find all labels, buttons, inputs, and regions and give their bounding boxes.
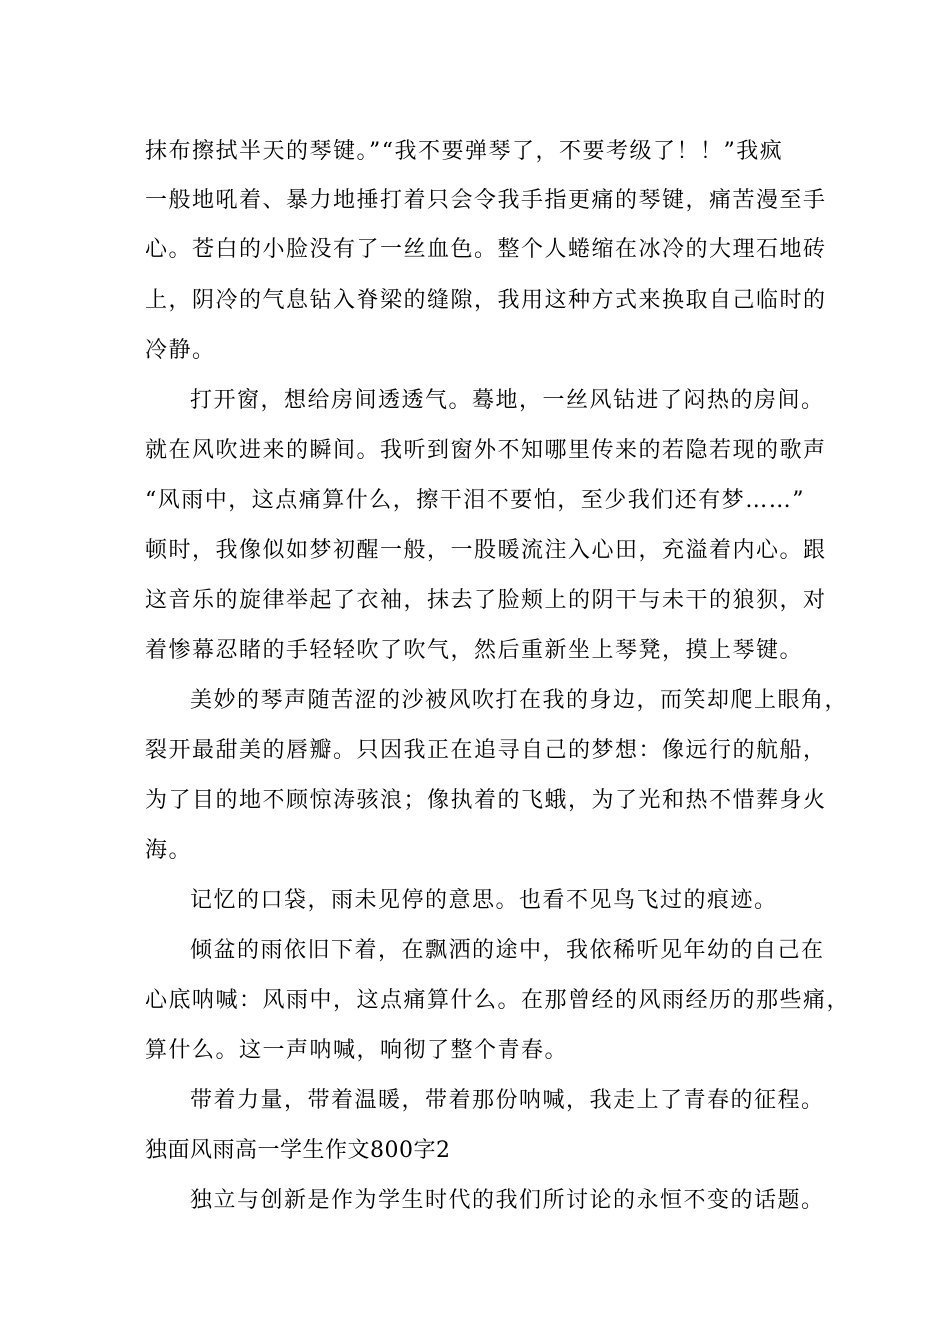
text-line: “风雨中，这点痛算什么，擦干泪不要怕，至少我们还有梦……” [145, 488, 805, 513]
paragraph-first-line: 美妙的琴声随苦涩的沙被风吹打在我的身边，而笑却爬上眼角， [190, 688, 849, 713]
text-line: 抹布擦拭半天的琴键。”“我不要弹琴了，不要考级了！！”我疯 [145, 139, 784, 164]
paragraph-first-line: 带着力量，带着温暖，带着那份呐喊，我走上了青春的征程。 [190, 1088, 825, 1113]
section-heading: 独面风雨高一学生作文800字2 [145, 1138, 451, 1163]
text-line: 心底呐喊：风雨中，这点痛算什么。在那曾经的风雨经历的那些痛， [145, 988, 851, 1013]
paragraph-first-line: 打开窗，想给房间透透气。蓦地，一丝风钻进了闷热的房间。 [190, 388, 825, 413]
text-line: 就在风吹进来的瞬间。我听到窗外不知哪里传来的若隐若现的歌声 [145, 438, 827, 463]
text-line: 一般地吼着、暴力地捶打着只会令我手指更痛的琴键，痛苦漫至手 [145, 188, 827, 213]
text-line: 着惨幕忍睹的手轻轻吹了吹气，然后重新坐上琴凳，摸上琴键。 [145, 638, 804, 663]
paragraph-first-line: 记忆的口袋，雨未见停的意思。也看不见鸟飞过的痕迹。 [190, 888, 778, 913]
text-line: 顿时，我像似如梦初醒一般，一股暖流注入心田，充溢着内心。跟 [145, 538, 827, 563]
paragraph-first-line: 倾盆的雨依旧下着，在飘洒的途中，我依稀听见年幼的自己在 [190, 938, 825, 963]
text-line: 上，阴冷的气息钻入脊梁的缝隙，我用这种方式来换取自己临时的 [145, 288, 827, 313]
text-line: 海。 [145, 838, 193, 863]
text-line: 这音乐的旋律举起了衣袖，抹去了脸颊上的阴干与未干的狼狈，对 [145, 588, 827, 613]
paragraph-first-line: 独立与创新是作为学生时代的我们所讨论的永恒不变的话题。 [190, 1188, 825, 1213]
text-line: 心。苍白的小脸没有了一丝血色。整个人蜷缩在冰冷的大理石地砖 [145, 237, 827, 262]
text-line: 为了目的地不顾惊涛骇浪；像执着的飞蛾，为了光和热不惜葬身火 [145, 788, 827, 813]
text-line: 算什么。这一声呐喊，响彻了整个青春。 [145, 1038, 569, 1063]
text-line: 裂开最甜美的唇瓣。只因我正在追寻自己的梦想：像远行的航船， [145, 738, 827, 763]
text-line: 冷静。 [145, 338, 216, 363]
